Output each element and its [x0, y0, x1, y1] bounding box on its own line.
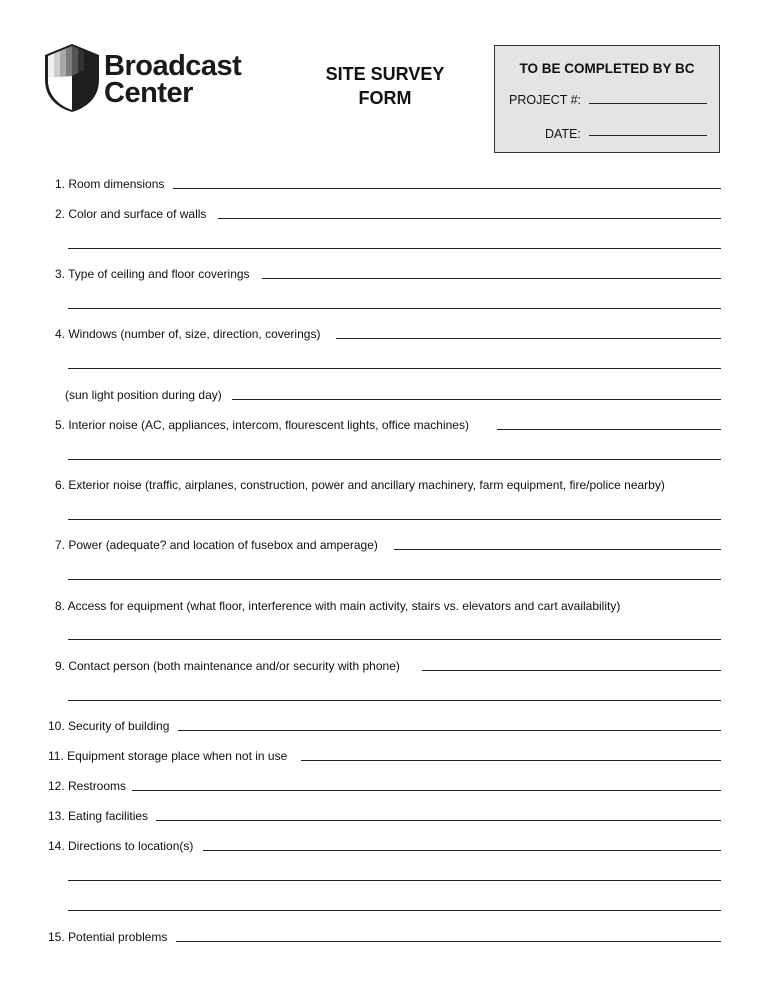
answer-line[interactable]: [156, 820, 721, 821]
brand-line-1: Broadcast: [104, 50, 242, 82]
question-label: 9. Contact person (both maintenance and/or security with phone): [55, 659, 400, 673]
answer-line[interactable]: [218, 218, 721, 219]
answer-line[interactable]: [422, 670, 721, 671]
question-label: (sun light position during day): [65, 388, 222, 402]
answer-line[interactable]: [68, 248, 721, 249]
form-title-line-2: FORM: [358, 88, 412, 108]
answer-line[interactable]: [232, 399, 721, 400]
answer-line[interactable]: [68, 308, 721, 309]
question-label: 6. Exterior noise (traffic, airplanes, construction, power and ancillary machinery, farm equipment, fire/police nearby): [55, 478, 665, 492]
answer-line[interactable]: [203, 850, 721, 851]
answer-line[interactable]: [68, 459, 721, 460]
answer-line[interactable]: [68, 579, 721, 580]
project-number-label: PROJECT #:: [509, 93, 582, 107]
shield-icon: [44, 44, 100, 112]
broadcast-center-logo: [44, 44, 254, 114]
date-label: DATE:: [545, 127, 581, 141]
question-label: 10. Security of building: [48, 719, 170, 733]
question-label: 11. Equipment storage place when not in use: [48, 749, 288, 763]
form-title: [300, 62, 470, 110]
answer-line[interactable]: [132, 790, 721, 791]
answer-line[interactable]: [336, 338, 721, 339]
brand-name: [104, 50, 242, 109]
question-label: 3. Type of ceiling and floor coverings: [55, 267, 250, 281]
answer-line[interactable]: [68, 880, 721, 881]
answer-line[interactable]: [394, 549, 721, 550]
date-field[interactable]: [589, 135, 707, 136]
answer-line[interactable]: [178, 730, 721, 731]
answer-line[interactable]: [262, 278, 721, 279]
answer-line[interactable]: [68, 910, 721, 911]
question-label: 8. Access for equipment (what floor, interference with main activity, stairs vs. elevators and cart availability): [55, 599, 621, 613]
question-label: 15. Potential problems: [48, 930, 168, 944]
answer-line[interactable]: [176, 941, 721, 942]
question-label: 5. Interior noise (AC, appliances, intercom, flourescent lights, office machines): [55, 418, 469, 432]
question-label: 12. Restrooms: [48, 779, 127, 793]
answer-line[interactable]: [173, 188, 721, 189]
question-label: 7. Power (adequate? and location of fusebox and amperage): [55, 538, 378, 552]
bc-office-use-box: [494, 45, 720, 153]
question-label: 13. Eating facilities: [48, 809, 149, 823]
question-label: 2. Color and surface of walls: [55, 207, 207, 221]
form-title-line-1: SITE SURVEY: [325, 64, 445, 84]
answer-line[interactable]: [301, 760, 721, 761]
answer-line[interactable]: [68, 700, 721, 701]
question-label: 1. Room dimensions: [55, 177, 165, 191]
question-label: 14. Directions to location(s): [48, 839, 194, 853]
brand-line-2: Center: [104, 77, 193, 109]
answer-line[interactable]: [68, 639, 721, 640]
answer-line[interactable]: [68, 368, 721, 369]
bc-box-heading: TO BE COMPLETED BY BC: [519, 61, 695, 76]
question-label: 4. Windows (number of, size, direction, coverings): [55, 327, 321, 341]
project-number-field[interactable]: [589, 103, 707, 104]
answer-line[interactable]: [68, 519, 721, 520]
answer-line[interactable]: [497, 429, 721, 430]
